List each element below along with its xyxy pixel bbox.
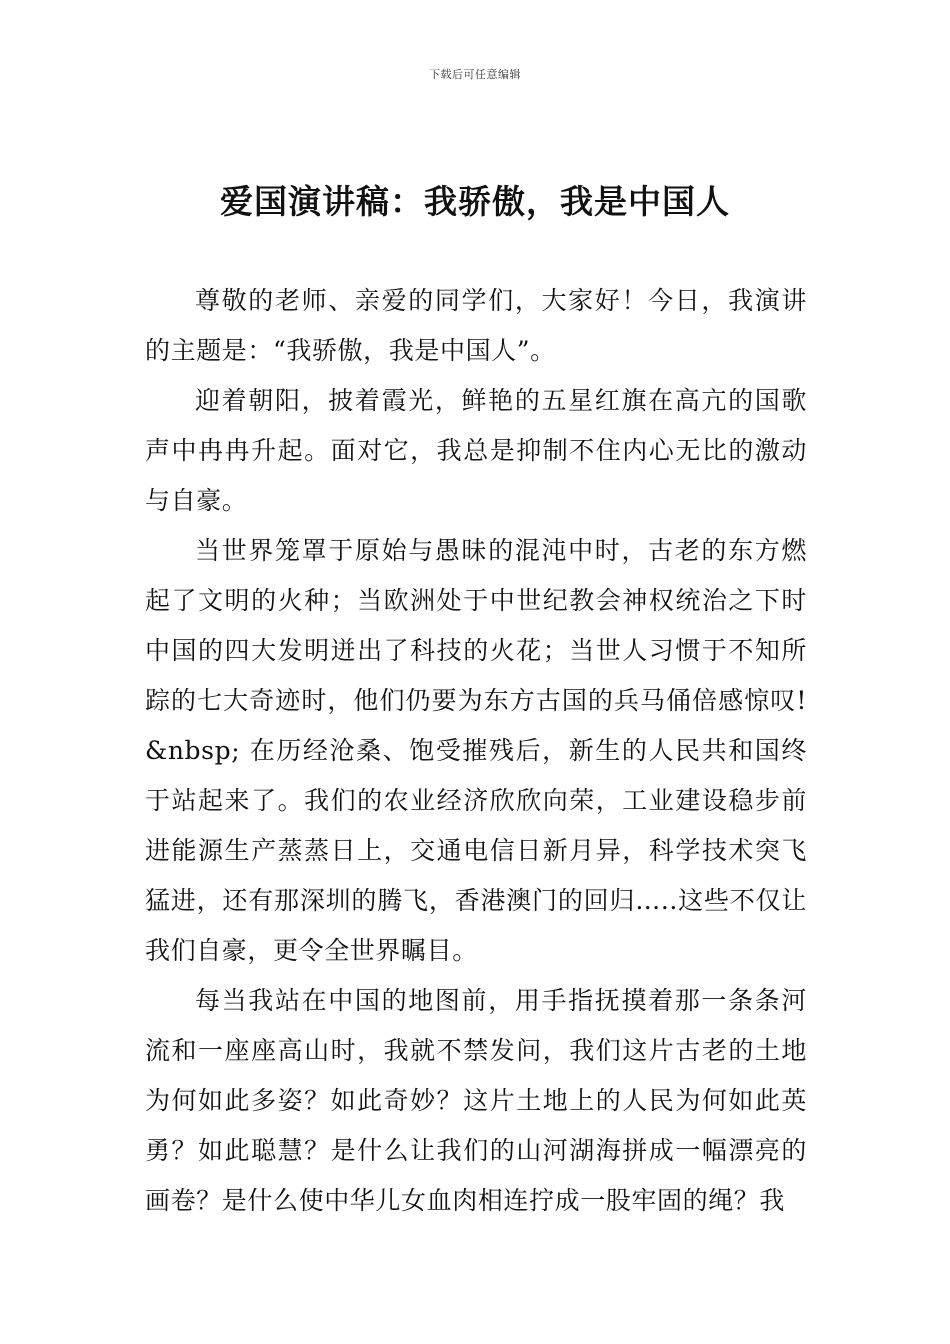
- paragraph-history: 当世界笼罩于原始与愚昧的混沌中时，古老的东方燃起了文明的火种；当欧洲处于中世纪教会神权统治之下时中国的四大发明迸出了科技的火花；当世人习惯于不知所踪的七大奇迹时，他们仍要为东方古国的兵马俑倍感惊叹!&nbsp; 在历经沧桑、饱受摧残后，新生的人民共和国终于站起来了。我们的农业经济欣欣向荣，工业建设稳步前进能源生产蒸蒸日上，交通电信日新月异，科学技术突飞猛进，还有那深圳的腾飞，香港澳门的回归…..这些不仅让我们自豪，更令全世界瞩目。: [145, 536, 807, 965]
- page-title: 爱国演讲稿：我骄傲，我是中国人: [220, 182, 730, 221]
- speech-body: [145, 276, 807, 1226]
- paragraph-flag: 迎着朝阳，披着霞光，鲜艳的五星红旗在高亢的国歌声中冉冉升起。面对它，我总是抑制不住内心无比的激动与自豪。: [145, 386, 807, 515]
- paragraph-greeting: 尊敬的老师、亲爱的同学们，大家好！今日，我演讲的主题是：“我骄傲，我是中国人”。: [145, 286, 807, 365]
- paragraph-map: 每当我站在中国的地图前，用手指抚摸着那一条条河流和一座座高山时，我就不禁发问，我们这片古老的土地为何如此多姿？如此奇妙？这片土地上的人民为何如此英勇？如此聪慧？是什么让我们的山河湖海拼成一幅漂亮的画卷？是什么使中华儿女血肉相连拧成一股牢固的绳？我: [145, 986, 807, 1215]
- header-note: 下载后可任意编辑: [429, 68, 521, 81]
